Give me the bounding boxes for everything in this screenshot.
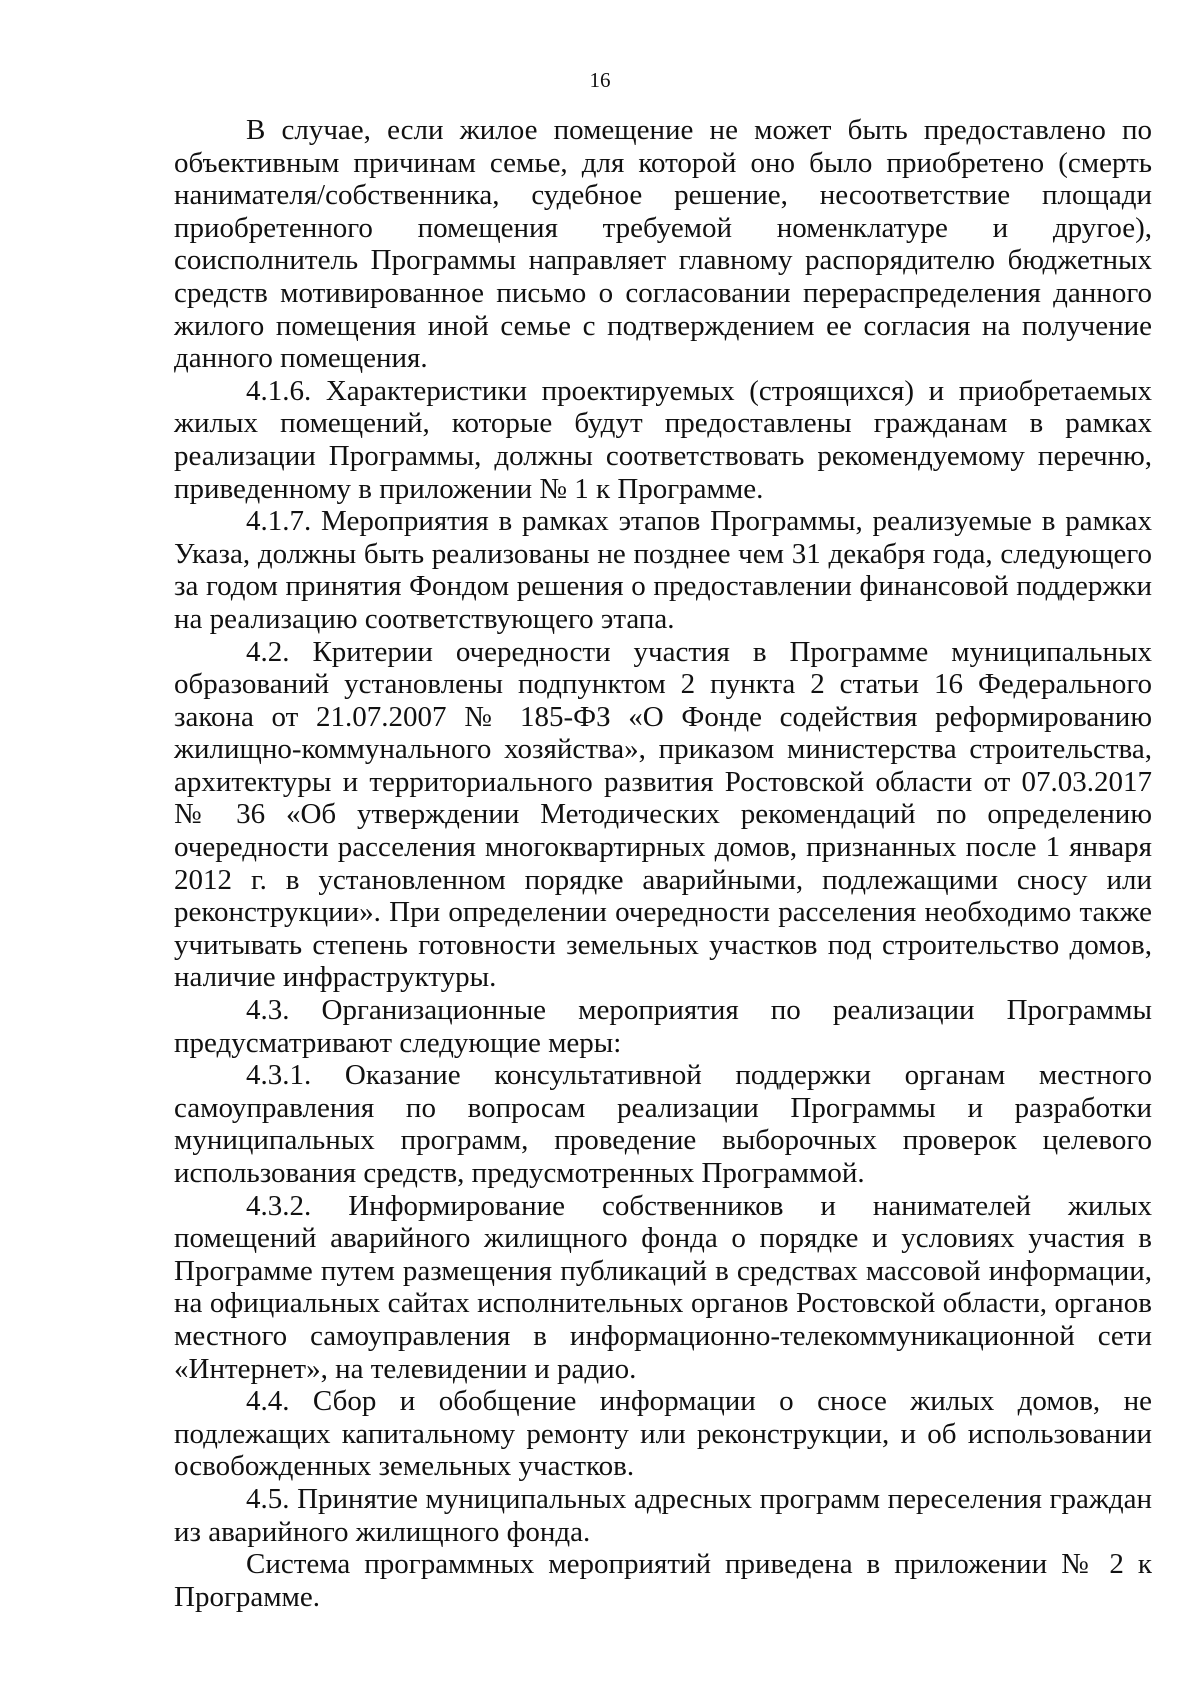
paragraph-4-2: 4.2. Критерии очередности участия в Программе муниципальных образований установлены подпунктом 2 пункта 2 статьи 16 Федерального закона от 21.07.2007 № 185-ФЗ «О Фонде содействия реформированию жилищно-коммунального хозяйства», приказом министерства строительства, архитектуры и территориального развития Ростовской области от 07.03.2017 № 36 «Об утверждении Методических рекомендаций по определению очередности расселения многоквартирных домов, признанных после 1 января 2012 г. в установленном порядке аварийными, подлежащими сносу или реконструкции». При определении очередности расселения необходимо также учитывать степень готовности земельных участков под строительство домов, наличие инфраструктуры. [174,635,1152,994]
paragraph-dwelling-reallocation: В случае, если жилое помещение не может быть предоставлено по объективным причинам семье, для которой оно было приобретено (смерть нанимателя/собственника, судебное решение, несоответствие площади приобретенного помещения требуемой номенклатуре и другое), соисполнитель Программы направляет главному распорядителю бюджетных средств мотивированное письмо о согласовании перераспределения данного жилого помещения иной семье с подтверждением ее согласия на получение данного помещения. [174,114,1152,375]
paragraph-4-1-7: 4.1.7. Мероприятия в рамках этапов Программы, реализуемые в рамках Указа, должны быть реализованы не позднее чем 31 декабря года, следующего за годом принятия Фондом решения о предоставлении финансовой поддержки на реализацию соответствующего этапа. [174,505,1152,635]
paragraph-4-3-2: 4.3.2. Информирование собственников и нанимателей жилых помещений аварийного жилищного фонда о порядке и условиях участия в Программе путем размещения публикаций в средствах массовой информации, на официальных сайтах исполнительных органов Ростовской области, органов местного самоуправления в информационно-телекоммуникационной сети «Интернет», на телевидении и радио. [174,1189,1152,1385]
paragraph-4-3-1: 4.3.1. Оказание консультативной поддержки органам местного самоуправления по вопросам реализации Программы и разработки муниципальных программ, проведение выборочных проверок целевого использования средств, предусмотренных Программой. [174,1059,1152,1189]
paragraph-4-4: 4.4. Сбор и обобщение информации о сносе жилых домов, не подлежащих капитальному ремонту или реконструкции, и об использовании освобожденных земельных участков. [174,1385,1152,1483]
paragraph-4-5: 4.5. Принятие муниципальных адресных программ переселения граждан из аварийного жилищного фонда. [174,1482,1152,1548]
paragraph-4-1-6: 4.1.6. Характеристики проектируемых (строящихся) и приобретаемых жилых помещений, которые будут предоставлены гражданам в рамках реализации Программы, должны соответствовать рекомендуемому перечню, приведенному в приложении № 1 к Программе. [174,374,1152,505]
page-number: 16 [589,68,611,92]
paragraph-measures-system: Система программных мероприятий приведена в приложении № 2 к Программе. [174,1548,1152,1613]
paragraph-4-3: 4.3. Организационные мероприятия по реализации Программы предусматривают следующие меры: [174,994,1152,1059]
document-body [174,114,1152,1613]
